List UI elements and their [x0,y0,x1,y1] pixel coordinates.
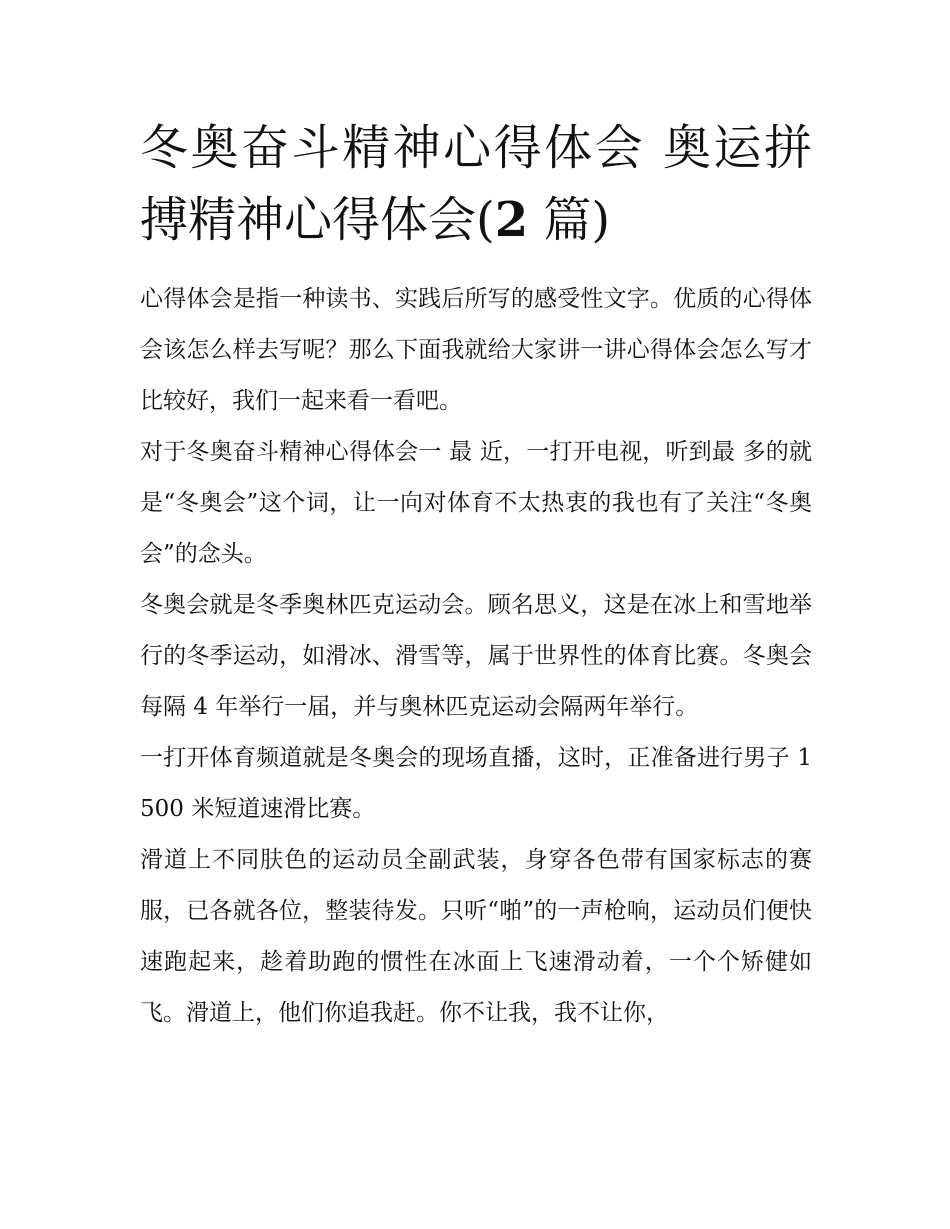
title-tail: 篇) [528,192,611,248]
title-count: 2 [494,192,529,248]
paragraph-definition: 冬奥会就是冬季奥林匹克运动会。顾名思义，这是在冰上和雪地举行的冬季运动，如滑冰、滑雪等，属于世界性的体育比赛。冬奥会每隔 4 年举行一届，并与奥林匹克运动会隔两年举行。 [140,592,812,720]
document-page [140,112,812,1039]
document-title [140,112,812,256]
paragraph-race-description: 滑道上不同肤色的运动员全副武装，身穿各色带有国家标志的赛服，已各就各位，整装待发。只听“啪”的一声枪响，运动员们便快速跑起来，趁着助跑的惯性在冰面上飞速滑动着，一个个矫健如飞。滑道上，他们你追我赶。你不让我，我不让你， [140,847,812,1026]
title-main: 冬奥奋斗精神心得体会 奥运拼搏精神心得体会( [140,120,812,248]
paragraph-intro: 心得体会是指一种读书、实践后所写的感受性文字。优质的心得体会该怎么样去写呢？那么下面我就给大家讲一讲心得体会怎么写才比较好，我们一起来看一看吧。 [140,286,812,414]
paragraph-tv-winter-olympics: 对于冬奥奋斗精神心得体会一 最 近，一打开电视，听到最 多的就是“冬奥会”这个词，让一向对体育不太热衷的我也有了关注“冬奥会”的念头。 [140,439,812,567]
paragraph-live-broadcast: 一打开体育频道就是冬奥会的现场直播，这时，正准备进行男子 1500 米短道速滑比赛。 [140,745,812,822]
